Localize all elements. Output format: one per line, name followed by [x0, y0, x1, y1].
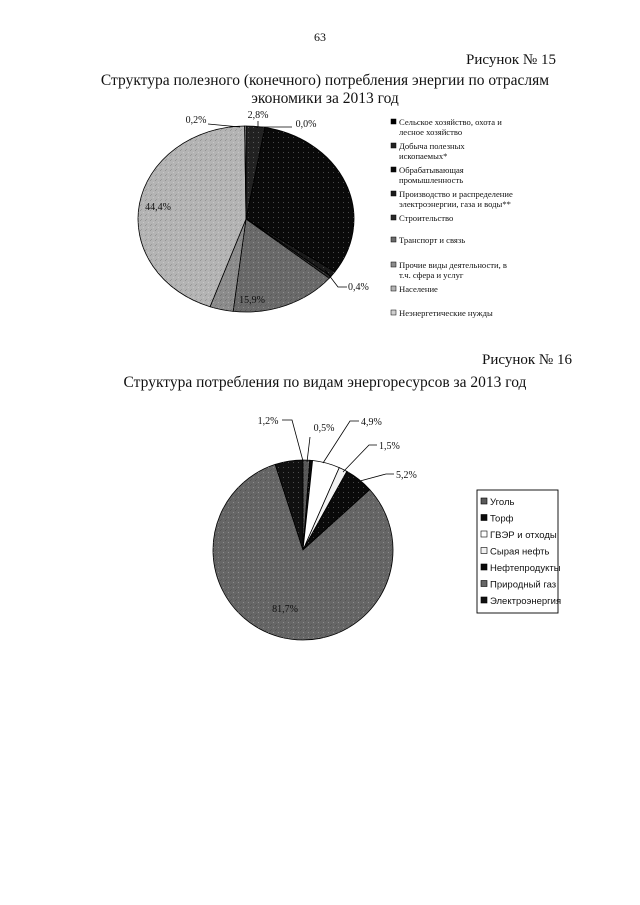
legend1-item-2-line2: промышленность — [399, 175, 464, 185]
pie2-label-уголь: 1,2% — [257, 416, 279, 427]
legend2-item-электроэнергия: Электроэнергия — [490, 596, 562, 607]
pie1-label-сельское-хозяйство-охота-и-лесное-хозяйство: 0,0% — [295, 119, 317, 130]
legend2-swatch-природный-газ — [481, 581, 487, 587]
pie2-label-сырая-нефть: 1,5% — [379, 441, 400, 452]
legend1-item-6-line2: т.ч. сфера и услуг — [399, 270, 464, 280]
pie2-leader-сырая-нефть — [343, 445, 377, 472]
legend-energy-resources — [477, 490, 561, 613]
pie2-leader-торф — [307, 437, 310, 462]
legend1-swatch-5 — [391, 237, 396, 242]
legend2-swatch-гвэр-и-отходы — [481, 531, 487, 537]
legend1-swatch-7 — [391, 286, 396, 291]
legend1-swatch-4 — [391, 215, 396, 220]
legend1-swatch-2 — [391, 167, 396, 172]
legend2-swatch-уголь — [481, 498, 487, 504]
pie2-leader-нефтепродукты — [360, 474, 394, 481]
legend1-item-2-line1: Обрабатывающая — [399, 165, 464, 175]
legend1-item-3-line1: Производство и распределение — [399, 189, 513, 199]
pie2-label-природный-газ: 81,7% — [272, 604, 298, 615]
figure-15-title-line2: экономики за 2013 год — [251, 90, 399, 107]
legend1-item-0-line2: лесное хозяйство — [399, 127, 463, 137]
pie1-label-добыча-полезных-ископаемых: 2,8% — [247, 110, 269, 121]
legend1-swatch-1 — [391, 143, 396, 148]
legend2-item-природный-газ: Природный газ — [490, 579, 557, 591]
legend1-item-3-line2: электроэнергии, газа и воды** — [399, 199, 511, 209]
legend1-swatch-6 — [391, 262, 396, 267]
legend2-item-торф: Торф — [490, 513, 514, 525]
legend1-item-1-line2: ископаемых* — [399, 151, 448, 161]
pie2-label-торф: 0,5% — [313, 423, 335, 434]
legend2-swatch-электроэнергия — [481, 597, 487, 603]
legend1-swatch-8 — [391, 310, 396, 315]
legend1-item-5-line1: Транспорт и связь — [399, 235, 466, 245]
pie1-leader-неэнергетические-нужды — [208, 124, 240, 127]
figure-16-title: Структура потребления по видам энергоресурсов за 2013 год — [123, 374, 527, 391]
page-number: 63 — [314, 30, 326, 44]
legend1-item-7-line1: Население — [399, 284, 438, 294]
pie1-label-строительство: 0,4% — [348, 282, 369, 293]
legend2-item-гвэр-и-отходы: ГВЭР и отходы — [490, 530, 557, 541]
pie1-label-неэнергетические-нужды: 0,2% — [185, 115, 207, 126]
legend1-item-6-line1: Прочие виды деятельности, в — [399, 260, 507, 270]
figure-15-title-line1: Структура полезного (конечного) потребления энергии по отраслям — [100, 72, 550, 89]
legend2-item-нефтепродукты: Нефтепродукты — [490, 563, 561, 574]
legend2-swatch-нефтепродукты — [481, 564, 487, 570]
figure-16-label: Рисунок № 16 — [482, 352, 572, 368]
pie1-label-население: 44,4% — [145, 202, 171, 213]
legend2-item-сырая-нефть: Сырая нефть — [490, 546, 550, 558]
pie1-label-транспорт-и-связь: 15,9% — [239, 295, 265, 306]
legend2-item-уголь: Уголь — [490, 497, 515, 508]
legend2-swatch-сырая-нефть — [481, 548, 487, 554]
legend1-item-4-line1: Строительство — [399, 213, 454, 223]
legend1-swatch-3 — [391, 191, 396, 196]
pie2-label-гвэр-и-отходы: 4,9% — [361, 417, 382, 428]
figure-15-label: Рисунок № 15 — [466, 52, 556, 68]
legend1-item-0-line1: Сельское хозяйство, охота и — [399, 117, 502, 127]
legend2-swatch-торф — [481, 515, 487, 521]
pie2-leader-уголь — [282, 420, 303, 461]
pie2-label-нефтепродукты: 5,2% — [396, 470, 417, 481]
legend1-item-1-line1: Добыча полезных — [399, 141, 465, 151]
legend1-swatch-0 — [391, 119, 396, 124]
legend1-item-8-line1: Неэнергетические нужды — [399, 308, 493, 318]
